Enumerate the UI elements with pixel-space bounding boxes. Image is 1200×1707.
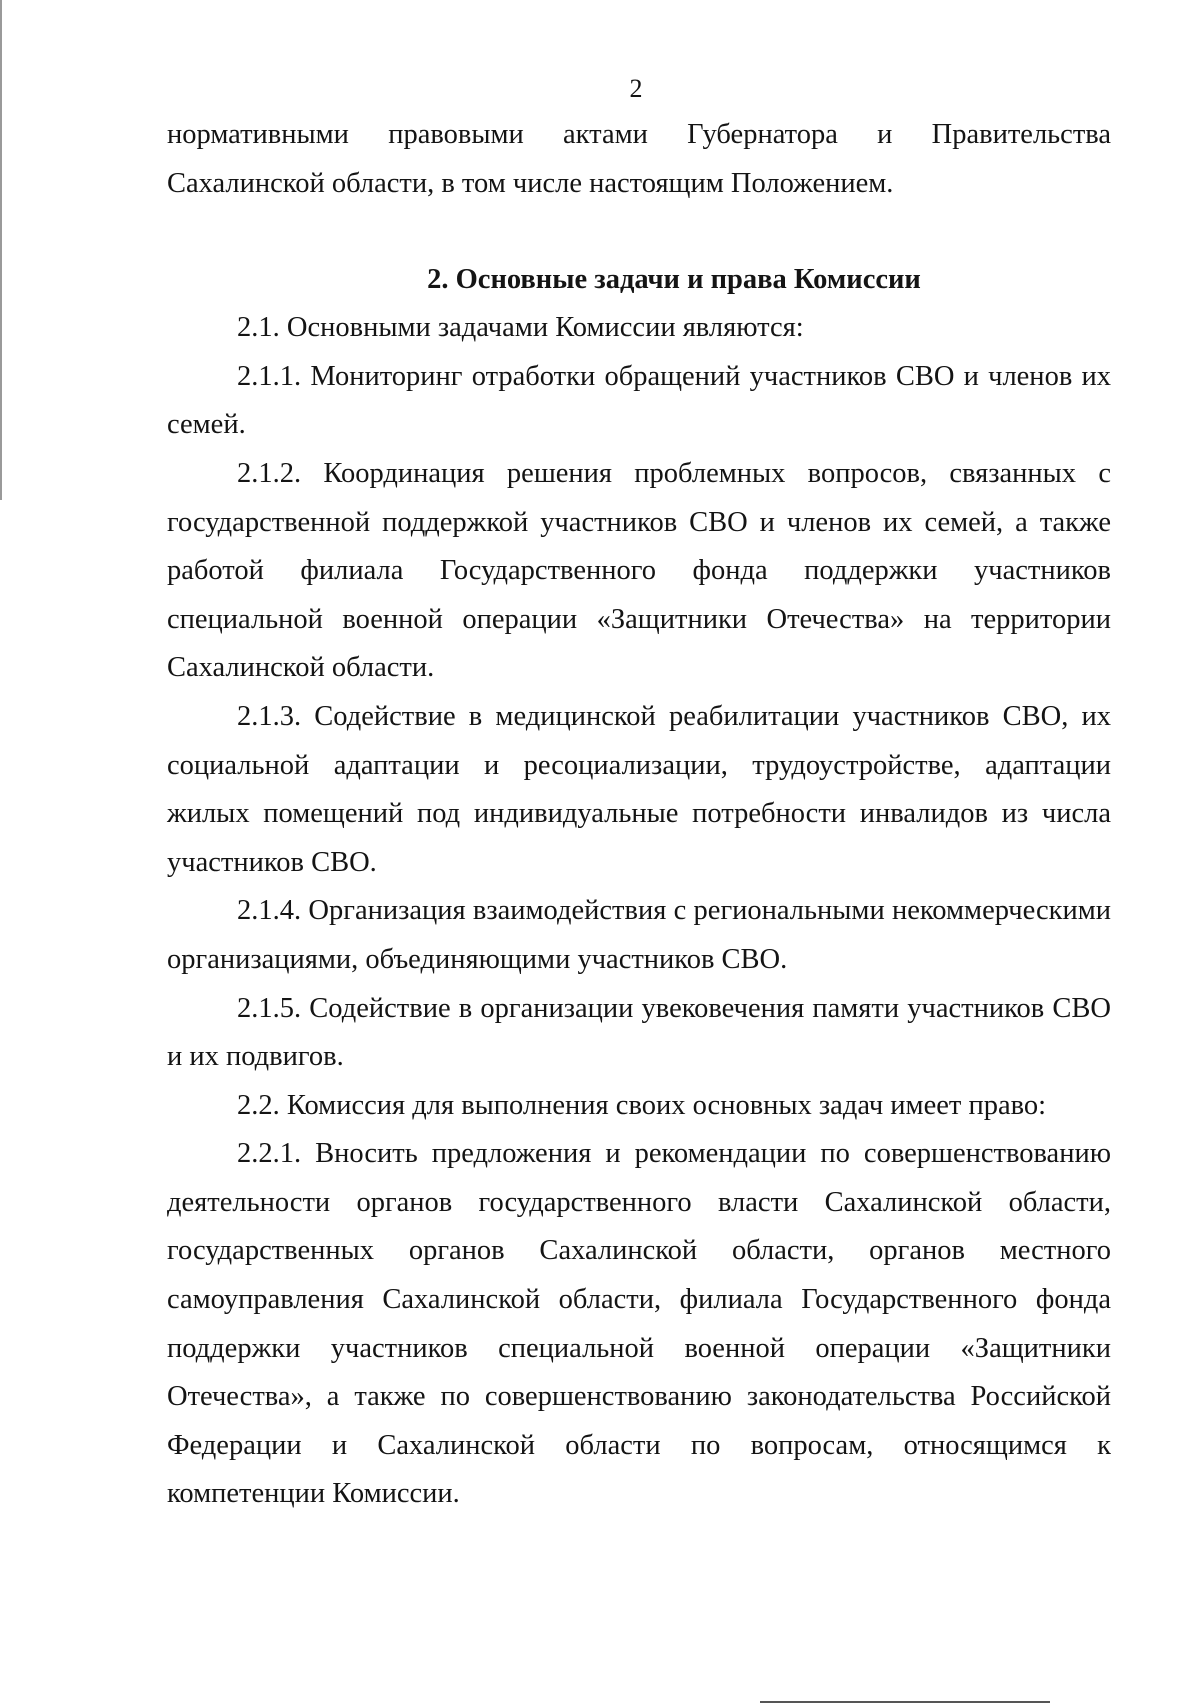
page-number: 2 [629, 74, 643, 103]
section-heading: 2. Основные задачи и права Комиссии [427, 264, 921, 296]
paragraph-2-1-2: 2.1.2. Координация решения проблемных вопросов, связанных с государственной поддержкой участников СВО и членов их семей, а также работой филиала Государственного фонда поддержки участников специальной военной операции «Защитники Отечества» на территории Сахалинской области. [167, 457, 1111, 684]
paragraph-2-1-3: 2.1.3. Содействие в медицинской реабилитации участников СВО, их социальной адаптации и ресоциализации, трудоустройстве, адаптации жилых помещений под индивидуальные потребности инвалидов из числа участников СВО. [167, 700, 1111, 878]
paragraph-continuation: нормативными правовыми актами Губернатора и Правительства Сахалинской области, в том числе настоящим Положением. [167, 119, 1111, 199]
paragraph-2-2-1: 2.2.1. Вносить предложения и рекомендации по совершенствованию деятельности органов государственного власти Сахалинской области, государственных органов Сахалинской области, органов местного самоуправления Сахалинской области, филиала Государственного фонда поддержки участников специальной военной операции «Защитники Отечества», а также по совершенствованию законодательства Российской Федерации и Сахалинской области по вопросам, относящимся к компетенции Комиссии. [167, 1138, 1111, 1510]
paragraph-2-1-1: 2.1.1. Мониторинг отработки обращений участников СВО и членов их семей. [167, 360, 1111, 441]
paragraph-2-2: 2.2. Комиссия для выполнения своих основных задач имеет право: [237, 1089, 1047, 1121]
paragraph-2-1-4: 2.1.4. Организация взаимодействия с региональными некоммерческими организациями, объединяющими участников СВО. [167, 895, 1111, 975]
document-body [167, 111, 1111, 1519]
bottom-rule [760, 1701, 1050, 1703]
paragraph-2-1: 2.1. Основными задачами Комиссии являются: [237, 312, 804, 344]
paragraph-2-1-5: 2.1.5. Содействие в организации увековечения памяти участников СВО и их подвигов. [167, 992, 1111, 1073]
